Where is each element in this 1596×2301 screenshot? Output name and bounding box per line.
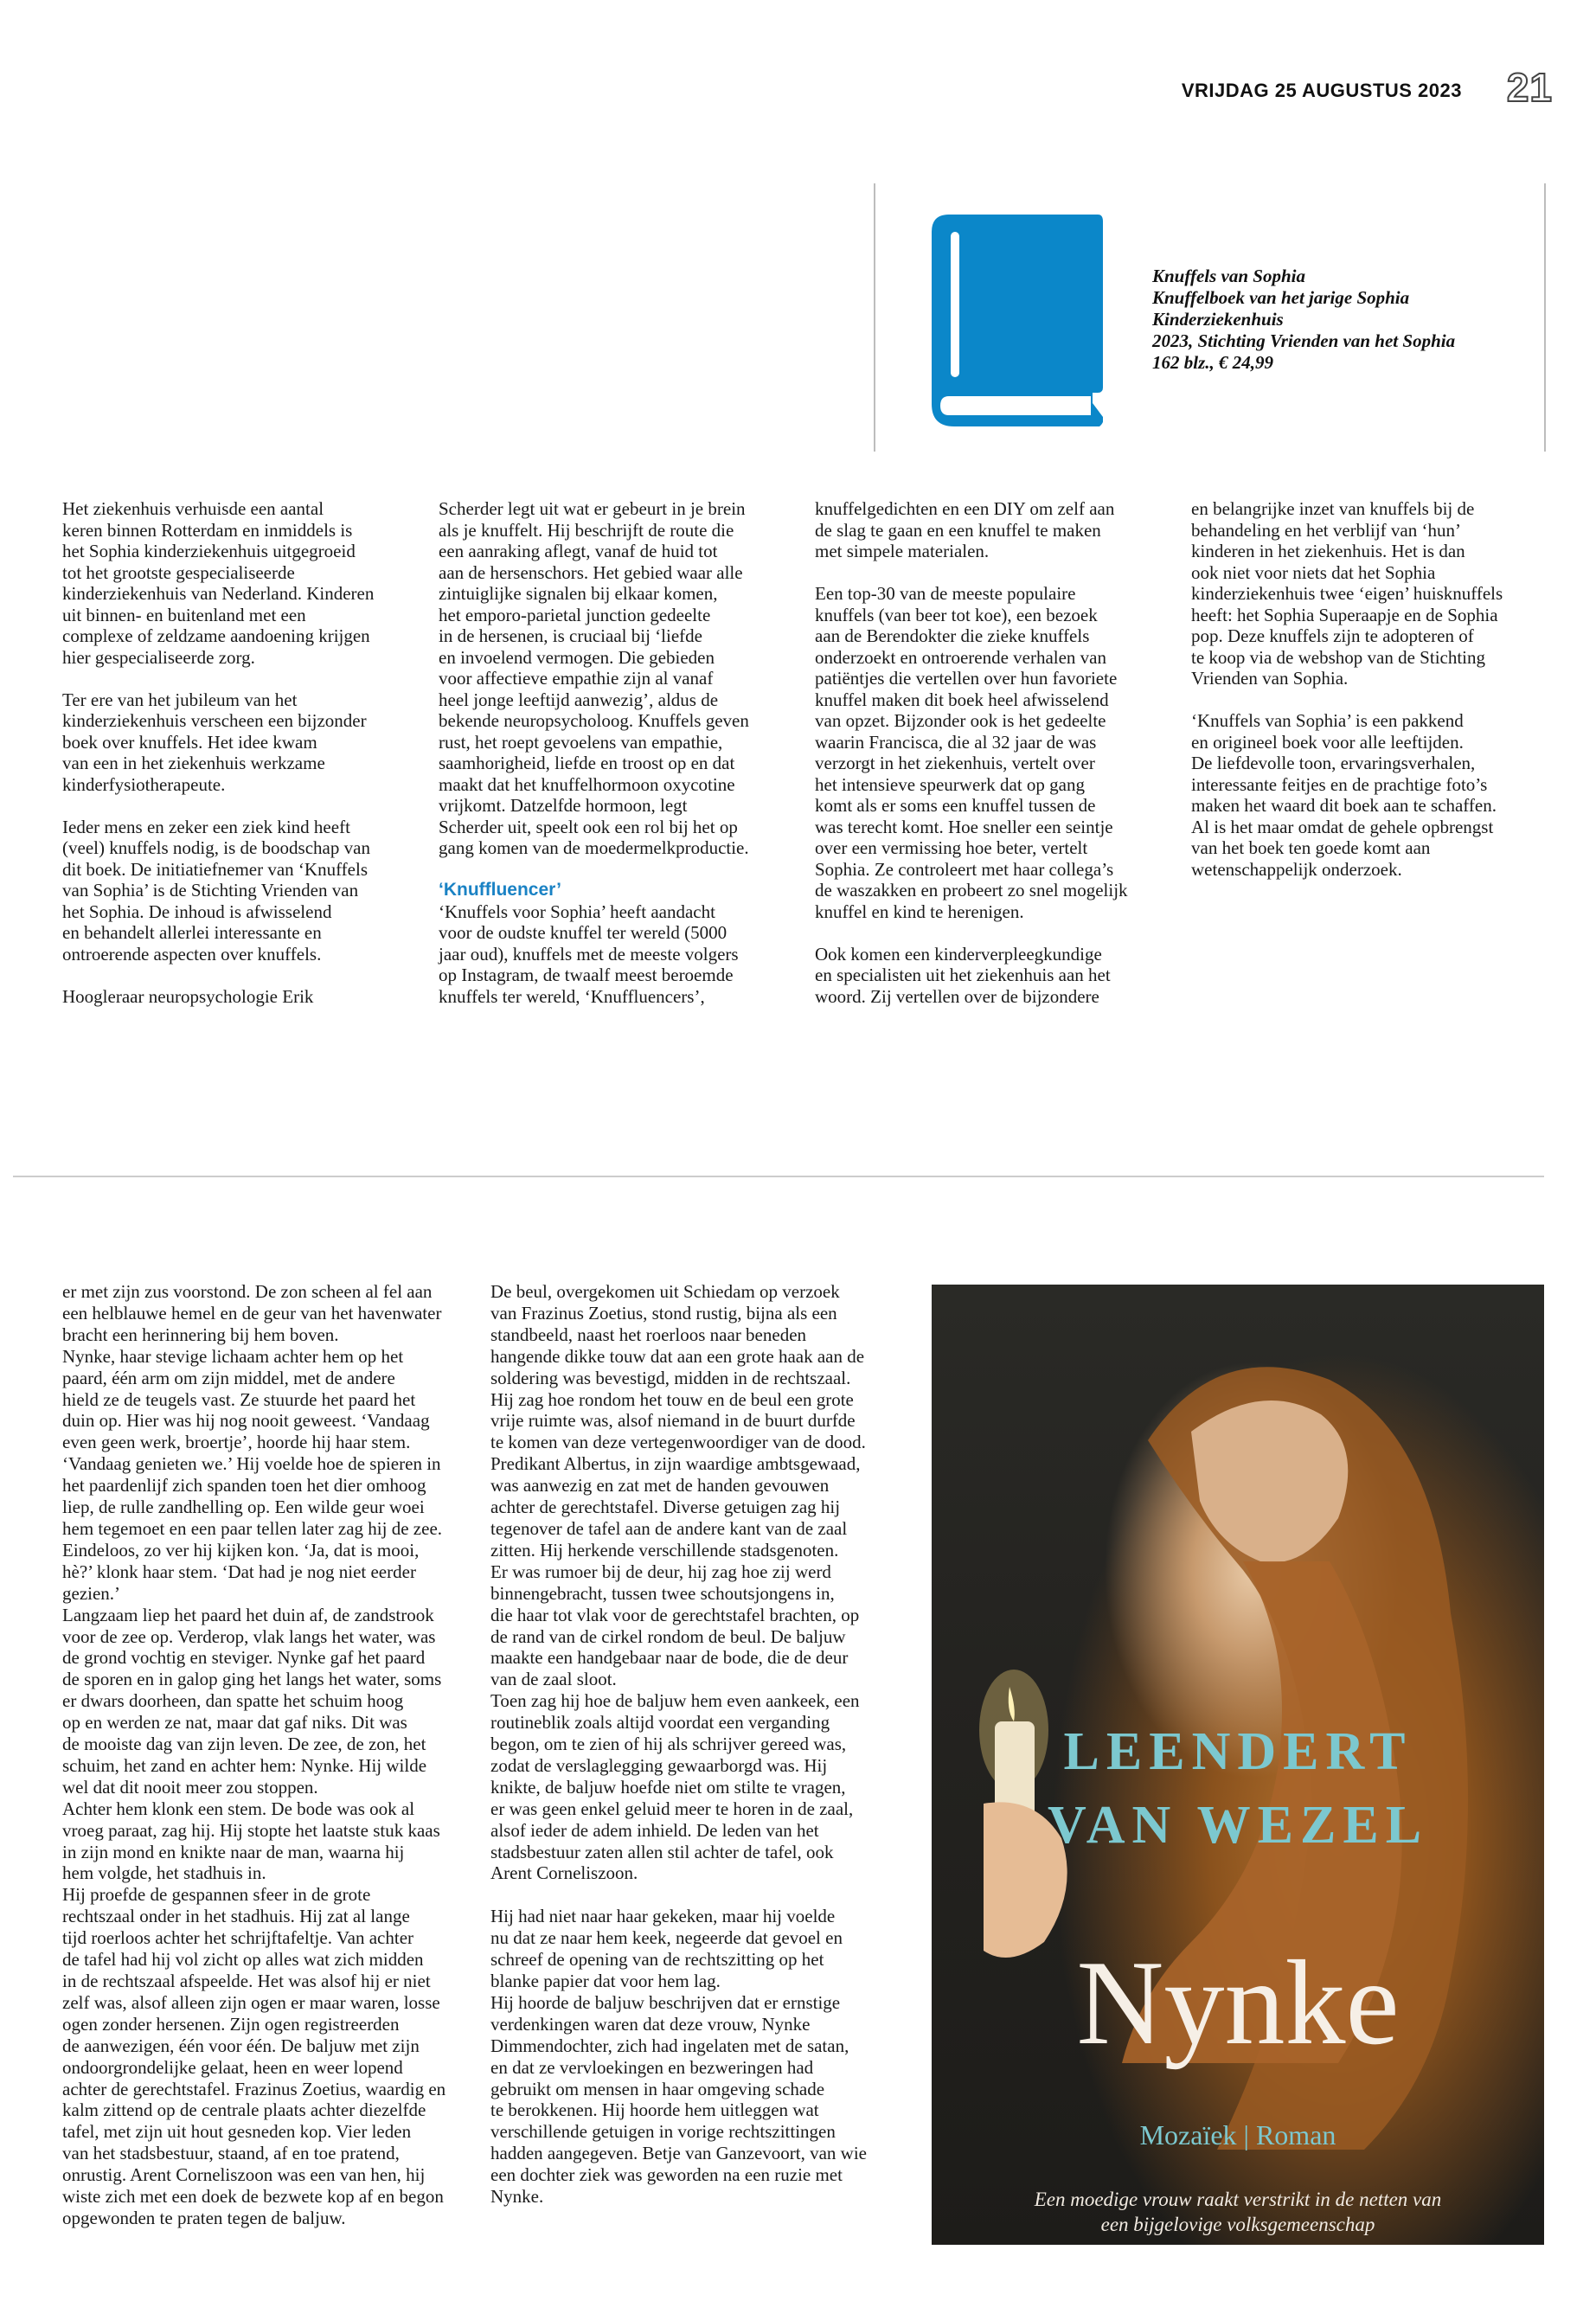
book-cover <box>932 1285 1544 2245</box>
book-subtitle: Knuffelboek van het jarige Sophia <box>1152 287 1410 308</box>
story-column-2 <box>490 1281 906 2208</box>
subheading: ‘Knuffluencer’ <box>439 880 561 900</box>
page-number: 21 <box>1506 65 1553 110</box>
paragraph: Hij had niet naar haar gekeken, maar hij voelde nu dat ze naar hem keek, negeerde dat gevoel en schreef de opening van de rechtszitting op het blanke papier dat voor hem lag. Hij hoorde de baljuw beschrijven dat er ernstige verdenkingen waren dat deze vrouw, Nynke Dimmendochter, zich had ingelaten met de satan, en dat ze vervloekingen en bezweringen had gebruikt om mensen in haar omgeving schade te berokkenen. Hij hoorde hem uitleggen wat verschillende getuigen in vorige rechtszittingen hadden aangegeven. Betje van Ganzevoort, van wie een dochter ziek was geworden na een ruzie met Nynke. <box>490 1906 867 2208</box>
article-column-2 <box>439 498 793 1007</box>
book-icon <box>932 215 1103 426</box>
book-subtitle: Kinderziekenhuis <box>1152 309 1284 330</box>
book-publisher: 2023, Stichting Vrienden van het Sophia <box>1152 330 1456 351</box>
paragraph: Ieder mens en zeker een ziek kind heeft (veel) knuffels nodig, is de boodschap van dit boek. De initiatiefnemer van ‘Knuffels van Sophia’ is de Stichting Vrienden van het Sophia. De inhoud is afwisselend en behandelt allerlei interessante en ontroerende aspecten over knuffels. <box>62 816 370 965</box>
cover-author: LEENDERT <box>1063 1722 1413 1781</box>
cover-tagline: Een moedige vrouw raakt verstrikt in de netten van een bijgelovige volksgemeenschap <box>1034 2189 1442 2235</box>
paragraph: Ter ere van het jubileum van het kinderziekenhuis verscheen een bijzonder boek over knuffels. Het idee kwam van een in het ziekenhuis werkzame kinderfysiotherapeute. <box>62 689 367 795</box>
article-column-1 <box>62 498 408 1029</box>
paragraph: knuffelgedichten en een DIY om zelf aan de slag te gaan en een knuffel te maken met simpele materialen. <box>815 498 1115 561</box>
column-divider <box>874 183 875 452</box>
paragraph: er met zijn zus voorstond. De zon scheen al fel aan een helblauwe hemel en de geur van het havenwater bracht een herinnering bij hem boven. Nynke, haar stevige lichaam achter hem op het paard, één arm om zijn middel, met de andere hield ze de teugels vast. Ze stuurde het paard het duin op. Hier was hij nog nooit geweest. ‘Vandaag even geen werk, broertje’, hoorde hij haar stem. ‘Vandaag genieten we.’ Hij voelde hoe de spieren in het paardenlijf zich spanden toen het dier omhoog liep, de rulle zandhelling op. Een wilde geur woei hem tegemoet en een paar tellen later zag hij de zee. Eindeloos, zo ver hij kijken kon. ‘Ja, dat is mooi, hè?’ klonk haar stem. ‘Dat had je nog niet eerder gezien.’ Langzaam liep het paard het duin af, de zandstrook voor de zee op. Verderop, vlak langs het water, was de grond vochtig en steviger. Nynke gaf het paard de sporen en in galop ging het langs het water, soms er dwars doorheen, dan spatte het schuim hoog op en werden ze nat, maar dat gaf niks. Dit was de mooiste dag van zijn leven. De zee, de zon, het schuim, het zand en achter hem: Nynke. Hij wilde wel dat dit nooit meer zou stoppen. Achter hem klonk een stem. De bode was ook al vroeg paraat, zag hij. Hij stopte het laatste stuk kaas in zijn mond en knikte naar de man, waarna hij hem volgde, het stadhuis in. Hij proefde de gespannen sfeer in de grote rechtszaal onder in het stadhuis. Hij zat al lange tijd roerloos achter het schrijftafeltje. Van achter de tafel had hij vol zicht op alles wat zich midden in de rechtszaal afspeelde. Het was alsof hij er niet zelf was, alsof alleen zijn ogen er maar waren, losse ogen zonder hersenen. Zijn ogen registreerden de aanwezigen, één voor één. De baljuw met zijn ondoorgrondelijke gelaat, heen en weer lopend achter de gerechtstafel. Frazinus Zoetius, waardig en kalm zittend op de centrale plaats achter diezelfde tafel, met zijn uit hout gesneden kop. Vier leden van het stadsbestuur, staand, af en toe pratend, onrustig. Arent Corneliszoon was een van hen, hij wiste zich met een doek de bezwete kop af en begon opgewonden te praten tegen de baljuw. <box>62 1281 446 2228</box>
section-divider <box>13 1176 1544 1177</box>
paragraph: Het ziekenhuis verhuisde een aantal keren binnen Rotterdam en inmiddels is het Sophia kinderziekenhuis uitgegroeid tot het grootste gespecialiseerde kinderziekenhuis van Nederland. Kinderen uit binnen- en buitenland met een complexe of zeldzame aandoening krijgen hier gespecialiseerde zorg. <box>62 498 375 668</box>
paragraph: Scherder legt uit wat er gebeurt in je brein als je knuffelt. Hij beschrijft de route die een aanraking aflegt, vanaf de huid tot aan de hersenschors. Het gebied waar alle zintuiglijke signalen bij elkaar komen, het emporo-parietal junction gedeelte in de hersenen, is cruciaal bij ‘liefde en invoelend vermogen. Die gebieden voor affectieve empathie zijn al vanaf heel jonge leeftijd aanwezig’, aldus de bekende neuropsycholoog. Knuffels geven rust, het roept gevoelens van empathie, saamhorigheid, liefde en troost op en dat maakt dat het knuffelhormoon oxycotine vrijkomt. Datzelfde hormoon, legt Scherder uit, speelt ook een rol bij het op gang komen van de moedermelkproductie. <box>439 498 749 858</box>
cover-series: Mozaïek | Roman <box>1139 2119 1336 2150</box>
paragraph: Een top-30 van de meeste populaire knuffels (van beer tot koe), een bezoek aan de Berendokter die zieke knuffels onderzoekt en ontroerende verhalen van patiëntjes die vertellen over hun favoriete knuffel maken dit boek heel afwisselend van opzet. Bijzonder ook is het gedeelte waarin Francisca, die al 32 jaar de was verzorgt in het ziekenhuis, vertelt over het intensieve speurwerk dat op gang komt als er soms een knuffel tussen de was terecht komt. Hoe sneller een seintje over een vermissing hoe beter, vertelt Sophia. Ze controleert met haar collega’s de waszakken en probeert zo snel mogelijk knuffel en kind te herenigen. <box>815 583 1128 922</box>
article-column-3 <box>815 498 1178 1029</box>
book-details <box>1152 266 1516 374</box>
paragraph: ‘Knuffels voor Sophia’ heeft aandacht voor de oudste knuffel ter wereld (5000 jaar oud), knuffels met de meeste volgers op Instagram, de twaalf meest beroemde knuffels ter wereld, ‘Knuffluencers’, <box>439 901 739 1007</box>
paragraph: Ook komen een kinderverpleegkundige en specialisten uit het ziekenhuis aan het woord. Zij vertellen over de bijzondere <box>815 943 1111 1007</box>
book-title: Knuffels van Sophia <box>1152 266 1305 286</box>
cover-title: Nynke <box>1076 1936 1400 2070</box>
issue-date: VRIJDAG 25 AUGUSTUS 2023 <box>1181 80 1462 101</box>
paragraph: ‘Knuffels van Sophia’ is een pakkend en origineel boek voor alle leeftijden. De liefdevolle toon, ervaringsverhalen, interessante feitjes en de prachtige foto’s maken het waard dit boek aan te schaffen. Al is het maar omdat de gehele opbrengst van het boek ten goede komt aan wetenschappelijk onderzoek. <box>1191 710 1497 880</box>
paragraph: en belangrijke inzet van knuffels bij de behandeling en het verblijf van ‘hun’ kinderen in het ziekenhuis. Het is dan ook niet voor niets dat het Sophia kinderziekenhuis twee ‘eigen’ huisknuffels heeft: het Sophia Superaapje en de Sophia pop. Deze knuffels zijn te adopteren of te koop via de webshop van de Stichting Vrienden van Sophia. <box>1191 498 1503 689</box>
paragraph: De beul, overgekomen uit Schiedam op verzoek van Frazinus Zoetius, stond rustig, bijna als een standbeeld, naast het roerloos naar beneden hangende dikke touw dat aan een grote haak aan de soldering was bevestigd, midden in de rechtszaal. Hij zag hoe rondom het touw en de beul een grote vrije ruimte was, alsof niemand in de buurt durfde te komen van deze vertegenwoordiger van de dood. Predikant Albertus, in zijn waardige ambtsgewaad, was aanwezig en zat met de handen gevouwen achter de gerechtstafel. Diverse getuigen zag hij tegenover de tafel aan de andere kant van de zaal zitten. Hij herkende verschillende stadsgenoten. Er was rumoer bij de deur, hij zag hoe zij werd binnengebracht, tussen twee schoutsjongens in, die haar tot vlak voor de gerechtstafel brachten, op de rand van de cirkel rondom de beul. De baljuw maakte een handgebaar naar de bode, die de deur van de zaal sloot. Toen zag hij hoe de baljuw hem even aankeek, een routineblik zoals altijd voordat een verganding begon, om te zien of hij als schrijver gereed was, zodat de verslaglegging gewaarborgd was. Hij knikte, de baljuw hoefde niet om stilte te vragen, er was geen enkel geluid meer te horen in de zaal, alsof ieder de adem inhield. De leden van het stadsbestuur zaten allen stil achter de tafel, ook Arent Corneliszoon. <box>490 1281 866 1884</box>
book-pages-price: 162 blz., € 24,99 <box>1152 352 1274 373</box>
column-divider <box>1544 183 1546 452</box>
story-column-1 <box>62 1281 478 2229</box>
article-column-4 <box>1191 498 1554 901</box>
cover-author: VAN WEZEL <box>1047 1796 1429 1855</box>
paragraph: Hoogleraar neuropsychologie Erik <box>62 985 314 1007</box>
